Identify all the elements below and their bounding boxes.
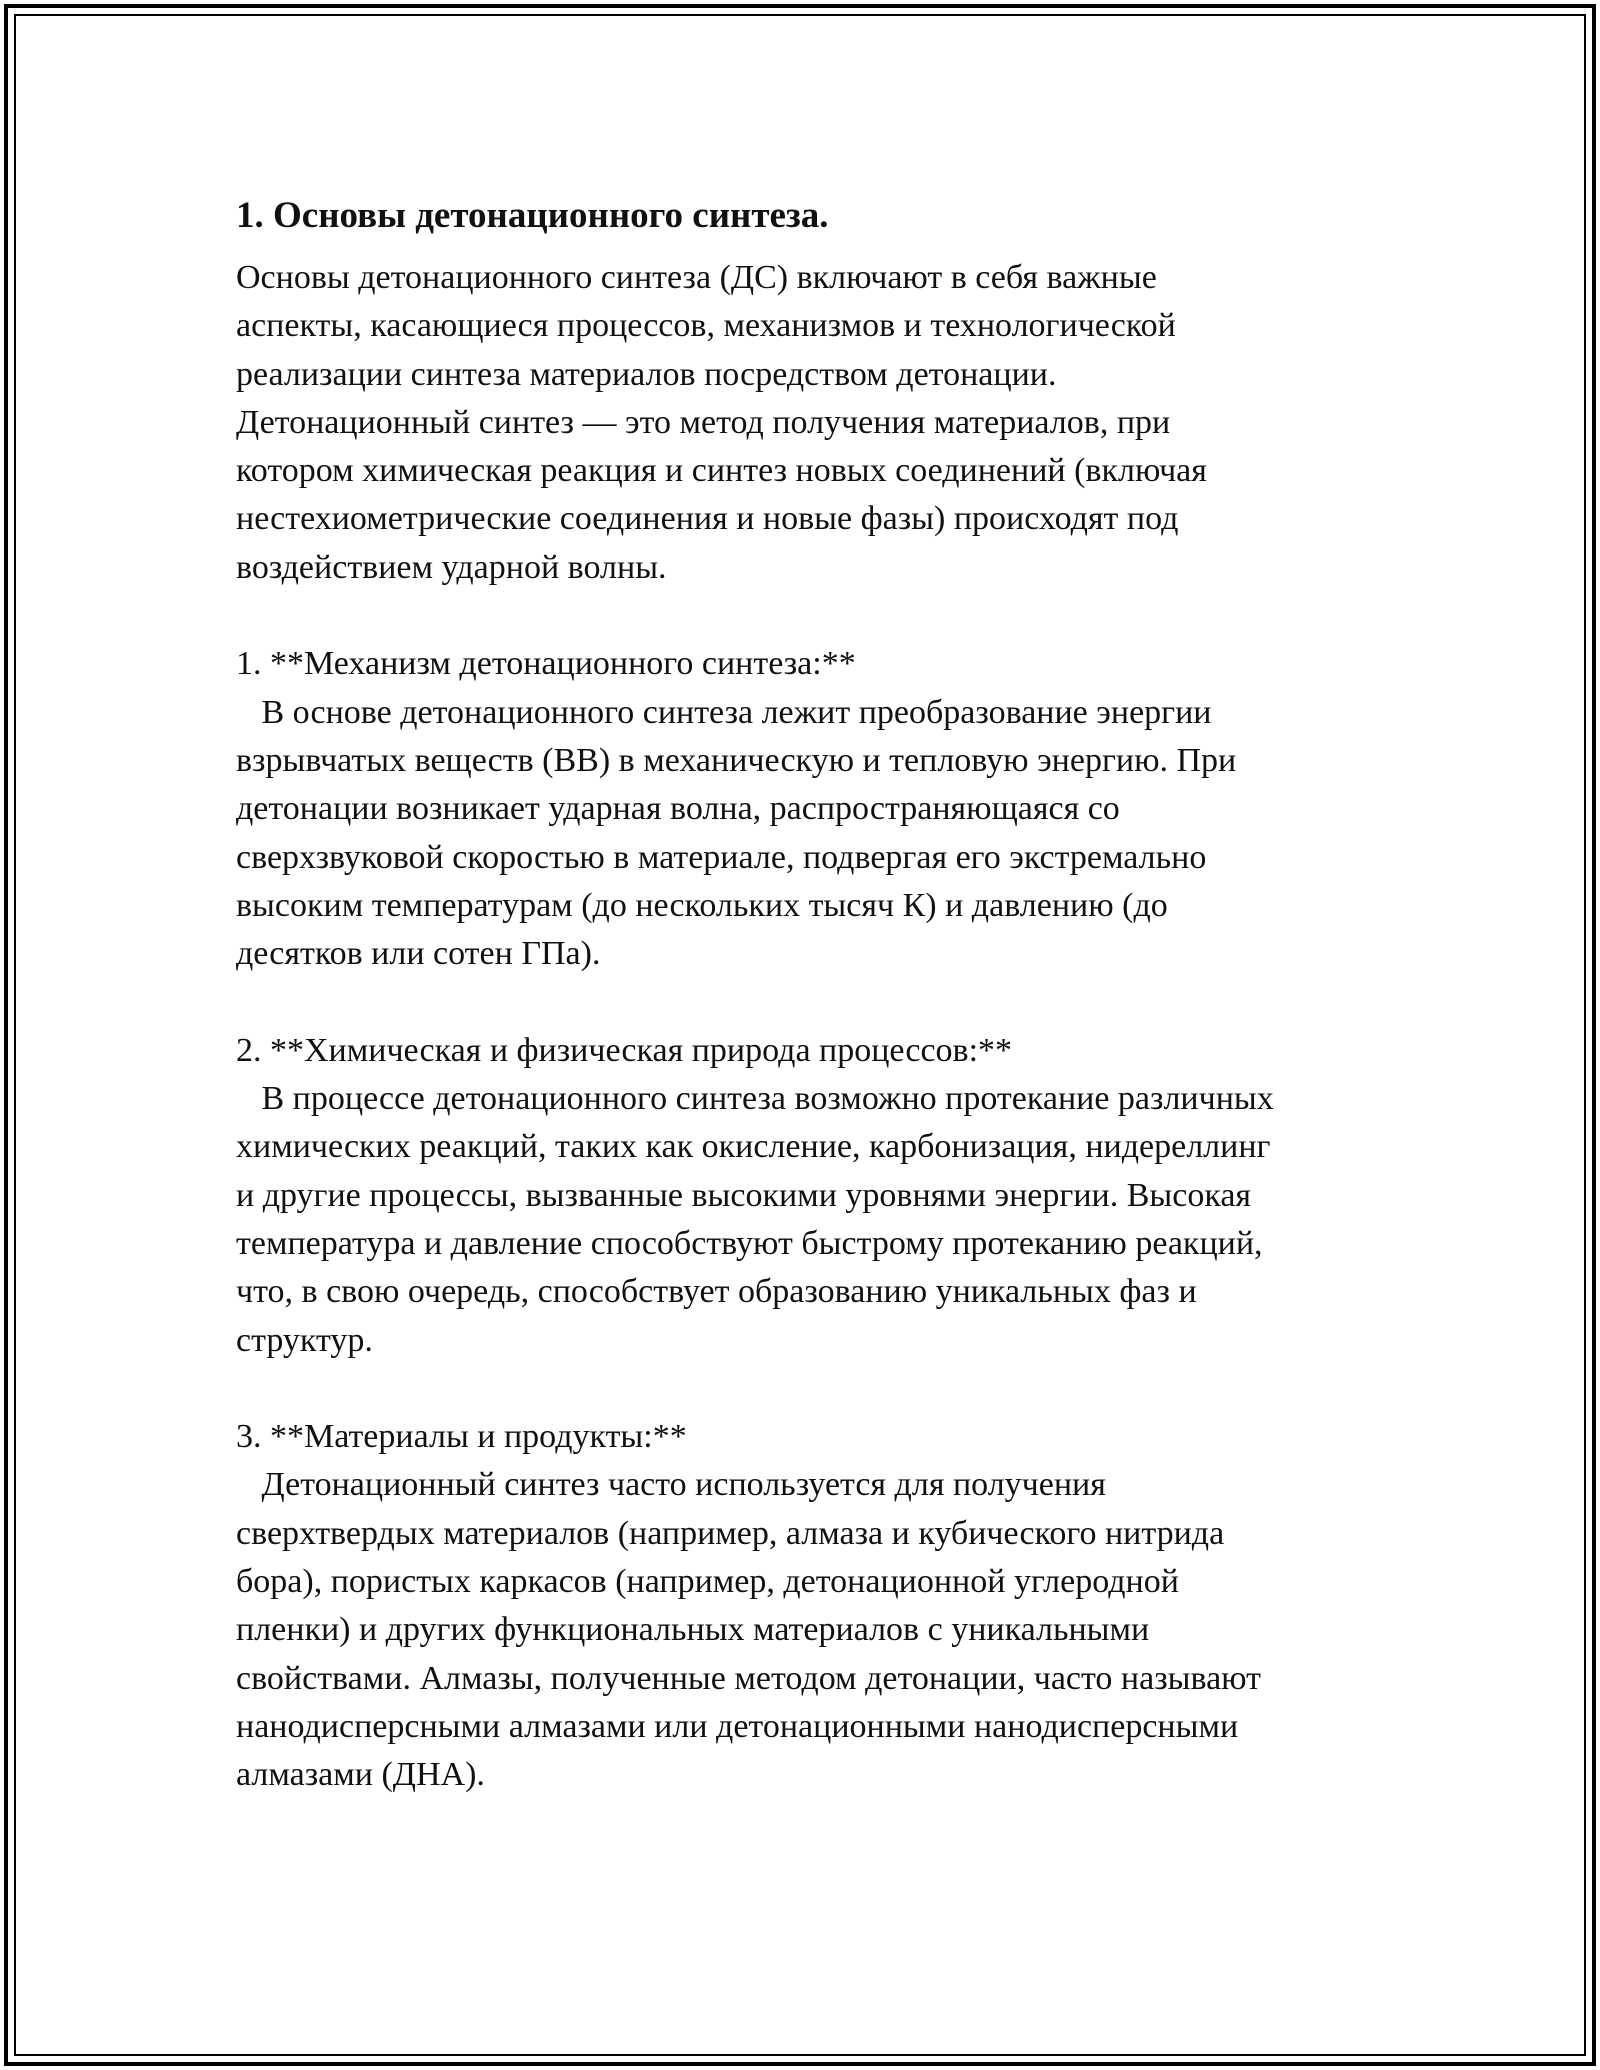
paragraph-gap [236,1365,1396,1413]
text-line: аспекты, касающиеся процессов, механизмов и технологической [236,307,1176,345]
text-line: Детонационный синтез часто используется для получения [236,1466,1106,1504]
text-line: сверхзвуковой скоростью в материале, подвергая его экстремально [236,838,1207,876]
text-line: воздействием ударной волны. [236,548,667,586]
paragraph-gap [236,592,1396,640]
section-heading: 3. **Материалы и продукты:** [236,1418,687,1456]
text-line: реализации синтеза материалов посредством детонации. [236,355,1057,393]
text-line: высоким температурам (до нескольких тысяч К) и давлению (до [236,886,1168,924]
text-line: сверхтвердых материалов (например, алмаза и кубического нитрида [236,1514,1225,1552]
section-heading: 1. **Механизм детонационного синтеза:** [236,645,856,683]
text-line: взрывчатых веществ (ВВ) в механическую и тепловую энергию. При [236,741,1237,779]
text-line: алмазами (ДНА). [236,1756,485,1794]
document-title: 1. Основы детонационного синтеза. [236,195,829,236]
section-heading: 2. **Химическая и физическая природа процессов:** [236,1031,1013,1069]
text-line: структур. [236,1321,373,1359]
intro-paragraph [236,254,1396,592]
text-line: что, в свою очередь, способствует образованию уникальных фаз и [236,1273,1197,1311]
text-line: бора), пористых каркасов (например, детонационной углеродной [236,1563,1179,1601]
document-page [236,188,1396,1800]
text-line: Основы детонационного синтеза (ДС) включают в себя важные [236,259,1157,296]
section-materials [236,1413,1396,1799]
text-line: детонации возникает ударная волна, распространяющаяся со [236,790,1120,828]
text-line: нанодисперсными алмазами или детонационными нанодисперсными [236,1707,1239,1745]
text-line: свойствами. Алмазы, полученные методом детонации, часто называют [236,1659,1261,1697]
text-line: и другие процессы, вызванные высокими уровнями энергии. Высокая [236,1176,1252,1214]
text-line: Детонационный синтез — это метод получения материалов, при [236,403,1171,441]
text-line: В процессе детонационного синтеза возможно протекание различных [236,1080,1274,1118]
section-nature [236,1027,1396,1365]
text-line: котором химическая реакция и синтез новых соединений (включая [236,452,1207,490]
paragraph-gap [236,978,1396,1026]
text-line: пленки) и других функциональных материалов с уникальными [236,1611,1150,1649]
text-line: нестехиометрические соединения и новые фазы) происходят под [236,500,1179,538]
text-line: температура и давление способствуют быстрому протеканию реакций, [236,1224,1263,1262]
text-line: В основе детонационного синтеза лежит преобразование энергии [236,693,1212,731]
text-line: десятков или сотен ГПа). [236,935,601,973]
text-line: химических реакций, таких как окисление, карбонизация, нидереллинг [236,1128,1271,1166]
section-mechanism [236,640,1396,978]
